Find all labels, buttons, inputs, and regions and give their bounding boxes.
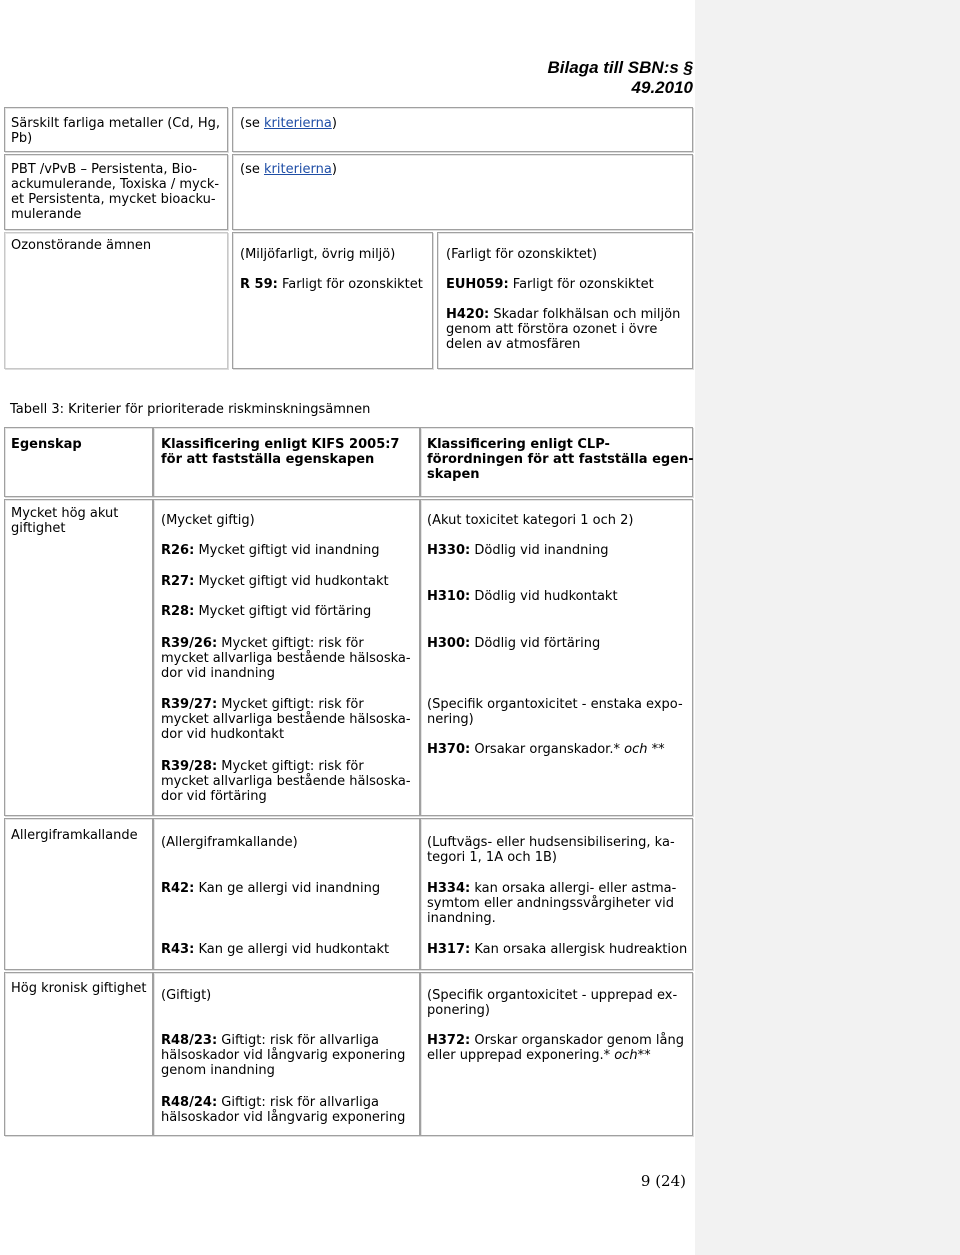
allergi-kifs-head: (Allergiframkallande) <box>161 835 298 850</box>
r59-code: R 59: <box>240 277 278 292</box>
r3927-line: dor vid hudkontakt <box>161 727 285 742</box>
r3927-line: mycket allvarliga bestående hälsoska- <box>161 712 411 727</box>
h330-code: H330: <box>427 543 471 558</box>
right-margin-panel <box>695 0 960 1255</box>
ozon-kifs-head: (Miljöfarligt, övrig miljö) <box>240 247 396 262</box>
ref-suffix: ) <box>331 116 337 131</box>
r4824 <box>161 1095 379 1110</box>
r3926-code: R39/26: <box>161 636 218 651</box>
r3927-code: R39/27: <box>161 697 218 712</box>
ozon-clp-euh059 <box>446 277 654 292</box>
h300-text: Dödlig vid förtäring <box>470 636 601 651</box>
r3927 <box>161 697 364 712</box>
h334 <box>427 881 676 896</box>
r42 <box>161 881 380 896</box>
r27-code: R27: <box>161 574 195 589</box>
h372-text: eller upprepad exponering.* <box>427 1048 615 1063</box>
r26 <box>161 543 380 558</box>
r43 <box>161 942 389 957</box>
h317-code: H317: <box>427 942 471 957</box>
allergi-egenskap: Allergiframkallande <box>11 828 138 843</box>
ozon-kifs-r59 <box>240 277 423 292</box>
r27 <box>161 574 389 589</box>
r4824-code: R48/24: <box>161 1095 218 1110</box>
kronisk-egenskap: Hög kronisk giftighet <box>11 981 147 996</box>
h370 <box>427 742 665 757</box>
euh059-text: Farligt för ozonskiktet <box>508 277 654 292</box>
h310-code: H310: <box>427 589 471 604</box>
h334-code: H334: <box>427 881 471 896</box>
h334-text: kan orsaka allergi- eller astma- <box>470 881 677 896</box>
h370-och: och <box>624 742 648 757</box>
r3926 <box>161 636 364 651</box>
r28 <box>161 604 371 619</box>
r4823-line: hälsoskador vid långvarig exponering <box>161 1048 406 1063</box>
kronisk-clp-head: (Specifik organtoxicitet - upprepad ex- <box>427 988 678 1003</box>
r4823-code: R48/23: <box>161 1033 218 1048</box>
pbt-line: mulerande <box>11 207 82 222</box>
kronisk-clp-head: ponering) <box>427 1003 490 1018</box>
stot-enstaka: (Specifik organtoxicitet - enstaka expo- <box>427 697 683 712</box>
h317-text: Kan orsaka allergisk hudreaktion <box>470 942 688 957</box>
allergi-clp-head: tegori 1, 1A och 1B) <box>427 850 557 865</box>
document-header: Bilaga till SBN:s § 49.2010 <box>547 58 693 97</box>
h372-tail: ** <box>637 1048 651 1063</box>
r3926-line: dor vid inandning <box>161 666 276 681</box>
kronisk-egenskap-cell <box>4 972 153 1136</box>
h300 <box>427 636 600 651</box>
h420-code: H420: <box>446 307 490 322</box>
h300-code: H300: <box>427 636 471 651</box>
header-clp: skapen <box>427 467 480 482</box>
ref-text <box>240 116 337 131</box>
r4823-text: Giftigt: risk för allvarliga <box>217 1033 379 1048</box>
ref-prefix: (se <box>240 162 264 177</box>
akut-egenskap-cell <box>4 499 153 816</box>
r43-text: Kan ge allergi vid hudkontakt <box>194 942 390 957</box>
r3928-code: R39/28: <box>161 759 218 774</box>
r28-text: Mycket giftigt vid förtäring <box>194 604 372 619</box>
euh059-code: EUH059: <box>446 277 509 292</box>
akut-egenskap: Mycket hög akut <box>11 506 119 521</box>
r3928-line: dor vid förtäring <box>161 789 267 804</box>
r3928-line: mycket allvarliga bestående hälsoska- <box>161 774 411 789</box>
header-kifs: för att fastställa egenskapen <box>161 452 375 467</box>
kriterierna-link[interactable]: kriterierna <box>263 162 332 177</box>
header-clp: Klassificering enligt CLP- <box>427 437 610 452</box>
r27-text: Mycket giftigt vid hudkontakt <box>194 574 389 589</box>
h310 <box>427 589 618 604</box>
h330 <box>427 543 609 558</box>
ozon-clp-head: (Farligt för ozonskiktet) <box>446 247 598 262</box>
r42-text: Kan ge allergi vid inandning <box>194 881 381 896</box>
ozon-clp-h420 <box>446 307 680 322</box>
h334-line: symtom eller andningssvårgiheter vid <box>427 896 675 911</box>
h317 <box>427 942 687 957</box>
r3926-line: mycket allvarliga bestående hälsoska- <box>161 651 411 666</box>
r26-code: R26: <box>161 543 195 558</box>
r3928 <box>161 759 364 774</box>
h370-tail: ** <box>647 742 665 757</box>
akut-clp-head: (Akut toxicitet kategori 1 och 2) <box>427 513 634 528</box>
h420-text: Skadar folkhälsan och miljön <box>489 307 681 322</box>
r43-code: R43: <box>161 942 195 957</box>
r3927-text: Mycket giftigt: risk för <box>217 697 364 712</box>
h372 <box>427 1033 684 1048</box>
h372-line <box>427 1048 651 1063</box>
r42-code: R42: <box>161 881 195 896</box>
h420-line: genom att förstöra ozonet i övre <box>446 322 658 337</box>
pbt-line: et Persistenta, mycket bioacku- <box>11 192 216 207</box>
akut-egenskap: giftighet <box>11 521 66 536</box>
page-number: 9 (24) <box>640 1172 686 1190</box>
header-clp: förordningen för att fastställa egen- <box>427 452 694 467</box>
r4824-text: Giftigt: risk för allvarliga <box>217 1095 379 1110</box>
h334-line: inandning. <box>427 911 496 926</box>
cell-text: Särskilt farliga metaller (Cd, Hg, Pb) <box>11 116 221 146</box>
h370-text: Orsakar organskador.* <box>470 742 625 757</box>
ref-prefix: (se <box>240 116 264 131</box>
h330-text: Dödlig vid inandning <box>470 543 609 558</box>
pbt-line: PBT /vPvB – Persistenta, Bio- <box>11 162 198 177</box>
r3926-text: Mycket giftigt: risk för <box>217 636 364 651</box>
r26-text: Mycket giftigt vid inandning <box>194 543 380 558</box>
ozon-egenskap: Ozonstörande ämnen <box>11 238 152 253</box>
h420-line: delen av atmosfären <box>446 337 581 352</box>
ref-suffix: ) <box>331 162 337 177</box>
ref-text <box>240 162 337 177</box>
header-kifs: Klassificering enligt KIFS 2005:7 <box>161 437 400 452</box>
h372-och: och <box>614 1048 638 1063</box>
akut-kifs-head: (Mycket giftig) <box>161 513 255 528</box>
allergi-clp-head: (Luftvägs- eller hudsensibilisering, ka- <box>427 835 675 850</box>
stot-enstaka: nering) <box>427 712 474 727</box>
r3928-text: Mycket giftigt: risk för <box>217 759 364 774</box>
h310-text: Dödlig vid hudkontakt <box>470 589 618 604</box>
table-caption: Tabell 3: Kriterier för prioriterade riskminskningsämnen <box>10 402 371 417</box>
header-egenskap: Egenskap <box>11 437 82 452</box>
kriterierna-link[interactable]: kriterierna <box>263 116 332 131</box>
r28-code: R28: <box>161 604 195 619</box>
kronisk-kifs-head: (Giftigt) <box>161 988 212 1003</box>
r4823 <box>161 1033 379 1048</box>
h370-code: H370: <box>427 742 471 757</box>
r59-text: Farligt för ozonskiktet <box>277 277 423 292</box>
h372-code: H372: <box>427 1033 471 1048</box>
r4824-line: hälsoskador vid långvarig exponering <box>161 1110 406 1125</box>
h372-text: Orskar organskador genom lång <box>470 1033 685 1048</box>
pbt-line: ackumulerande, Toxiska / myck- <box>11 177 220 192</box>
r4823-line: genom inandning <box>161 1063 275 1078</box>
